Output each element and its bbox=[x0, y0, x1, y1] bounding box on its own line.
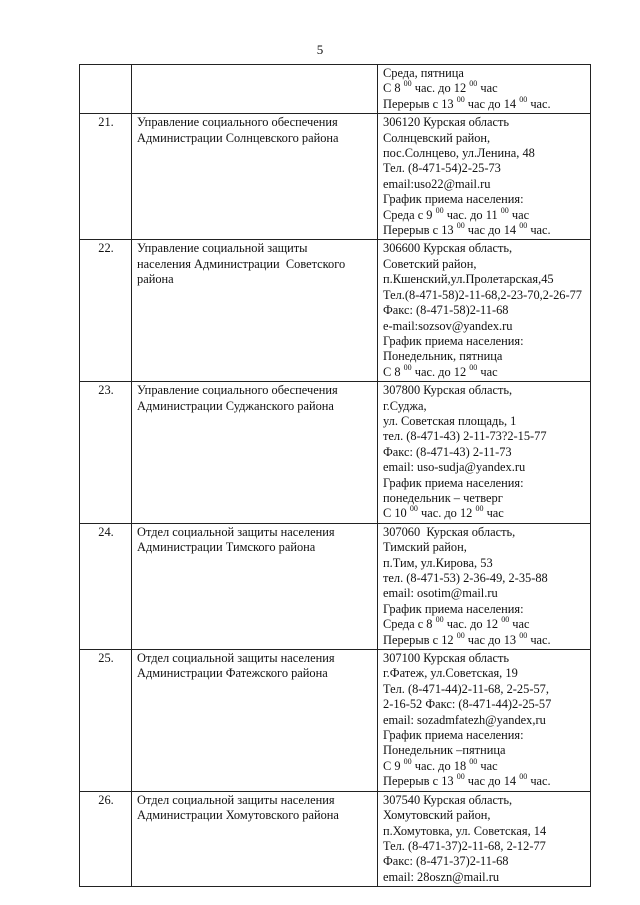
contact-info-cell bbox=[378, 650, 591, 792]
contact-info-cell bbox=[378, 382, 591, 524]
contact-info-line: С 9 $^{00}$ час. до 18 $^{00}$ час bbox=[383, 756, 498, 773]
time-minutes-superscript: 00 bbox=[519, 630, 528, 640]
contact-info-line: 307800 Курская область, bbox=[383, 383, 513, 398]
contact-info-line: Перерыв с 13 $^{00}$ час до 14 $^{00}$ час. bbox=[383, 220, 551, 238]
contact-info-line: тел. (8-471-53) 2-36-49, 2-35-88 bbox=[383, 571, 548, 585]
contact-info-line: Перерыв с 13 $^{00}$ час до 14 $^{00}$ час. bbox=[383, 772, 551, 789]
time-minutes-superscript: 00 bbox=[403, 79, 412, 89]
contact-info-line: График приема населения: bbox=[383, 601, 524, 616]
organization-name-line: Управление социальной защиты bbox=[137, 241, 308, 256]
time-minutes-superscript: 00 bbox=[456, 772, 465, 782]
table-row bbox=[80, 240, 591, 382]
time-minutes-superscript: 00 bbox=[403, 362, 412, 372]
contact-info-line: п.Тим, ул.Кирова, 53 bbox=[383, 555, 493, 570]
page-number: 5 bbox=[316, 42, 324, 57]
contact-info-cell bbox=[378, 114, 591, 240]
contact-info-line: п.Кшенский,ул.Пролетарская,45 bbox=[383, 272, 554, 287]
time-minutes-superscript: 00 bbox=[475, 504, 484, 514]
contact-info-line: Хомутовский район, bbox=[383, 808, 491, 823]
contact-info-line: Факс: (8-471-37)2-11-68 bbox=[383, 854, 509, 869]
contact-info-line: С 8 $^{00}$ час. до 12 $^{00}$ час bbox=[383, 79, 498, 96]
contact-info-line: Факс: (8-471-43) 2-11-73 bbox=[383, 444, 512, 459]
time-minutes-superscript: 00 bbox=[501, 615, 510, 625]
contact-info-line: Понедельник, пятница bbox=[383, 349, 503, 364]
contact-info-line: г.Суджа, bbox=[383, 398, 427, 413]
contact-info-line: 307060 Курская область, bbox=[383, 524, 516, 539]
contact-info-line: Перерыв с 13 $^{00}$ час до 14 $^{00}$ час. bbox=[383, 94, 551, 111]
contact-info-line: График приема населения: bbox=[383, 728, 524, 743]
contact-info-line: email: uso-sudja@yandex.ru bbox=[383, 460, 526, 475]
contact-info-line: г.Фатеж, ул.Советская, 19 bbox=[383, 666, 518, 681]
contact-info-cell bbox=[378, 65, 591, 114]
organization-cell bbox=[132, 523, 378, 649]
contact-info-cell bbox=[378, 240, 591, 382]
table-row bbox=[80, 650, 591, 792]
row-number-cell: 26. bbox=[80, 791, 132, 886]
contact-info-line: ул. Советская площадь, 1 bbox=[383, 413, 517, 428]
row-number-cell: 24. bbox=[80, 523, 132, 649]
organization-cell bbox=[132, 65, 378, 114]
contact-info-line: понедельник – четверг bbox=[383, 490, 503, 505]
contact-info-line: С 10 $^{00}$ час. до 12 $^{00}$ час bbox=[383, 504, 504, 521]
table-row bbox=[80, 791, 591, 886]
row-number-cell: 25. bbox=[80, 650, 132, 792]
organization-name-line: Отдел социальной защиты населения bbox=[137, 792, 335, 807]
table-row bbox=[80, 382, 591, 524]
contact-info-line: Среда с 9 $^{00}$ час. до 11 $^{00}$ час bbox=[383, 205, 530, 222]
time-minutes-superscript: 00 bbox=[456, 94, 465, 104]
organization-name-line: населения Администрации Советского bbox=[137, 256, 346, 271]
organization-cell bbox=[132, 791, 378, 886]
contact-info-line: Понедельник –пятница bbox=[383, 743, 506, 758]
contact-info-cell bbox=[378, 791, 591, 886]
time-minutes-superscript: 00 bbox=[469, 79, 478, 89]
contact-info-cell bbox=[378, 523, 591, 649]
organization-name-line: Администрации Хомутовского района bbox=[137, 808, 339, 823]
contact-info-line: Тел. (8-471-54)2-25-73 bbox=[383, 161, 501, 176]
contact-info-line: email:uso22@mail.ru bbox=[383, 176, 491, 191]
contact-info-line: Тел. (8-471-37)2-11-68, 2-12-77 bbox=[383, 838, 546, 853]
organization-name-line: Администрации Тимского района bbox=[137, 540, 316, 555]
contact-info-line: Перерыв с 12 $^{00}$ час до 13 $^{00}$ час. bbox=[383, 630, 551, 647]
table-body bbox=[80, 65, 591, 887]
organization-cell bbox=[132, 240, 378, 382]
organization-cell bbox=[132, 114, 378, 240]
row-number-cell bbox=[80, 65, 132, 114]
contact-info-line: Тел. (8-471-44)2-11-68, 2-25-57, bbox=[383, 681, 549, 696]
time-minutes-superscript: 00 bbox=[456, 630, 465, 640]
row-number-cell: 23. bbox=[80, 382, 132, 524]
contact-info-line: п.Хомутовка, ул. Советская, 14 bbox=[383, 823, 547, 838]
organization-name-line: Отдел социальной защиты населения bbox=[137, 651, 335, 666]
contact-info-line: Тел.(8-471-58)2-11-68,2-23-70,2-26-77 bbox=[383, 287, 582, 302]
contact-info-line: График приема населения: bbox=[383, 475, 524, 490]
contact-info-line: 307100 Курская область bbox=[383, 651, 510, 666]
time-minutes-superscript: 00 bbox=[519, 94, 528, 104]
contact-info-line: 306120 Курская область bbox=[383, 115, 510, 130]
time-minutes-superscript: 00 bbox=[469, 362, 478, 372]
organization-name-line: района bbox=[137, 272, 174, 287]
row-number-cell: 22. bbox=[80, 240, 132, 382]
organization-name-line: Администрации Фатежского района bbox=[137, 666, 328, 681]
table-row bbox=[80, 65, 591, 114]
time-minutes-superscript: 00 bbox=[435, 615, 444, 625]
time-minutes-superscript: 00 bbox=[519, 220, 528, 230]
time-minutes-superscript: 00 bbox=[403, 756, 412, 766]
time-minutes-superscript: 00 bbox=[435, 205, 444, 215]
contact-info-line: email: sozadmfatezh@yandex,ru bbox=[383, 712, 546, 727]
organization-cell bbox=[132, 382, 378, 524]
organization-name-line: Управление социального обеспечения bbox=[137, 383, 338, 398]
social-protection-offices-table bbox=[79, 64, 591, 887]
table-row bbox=[80, 114, 591, 240]
time-minutes-superscript: 00 bbox=[409, 504, 418, 514]
time-minutes-superscript: 00 bbox=[469, 756, 478, 766]
organization-cell bbox=[132, 650, 378, 792]
contact-info-line: С 8 $^{00}$ час. до 12 $^{00}$ час bbox=[383, 362, 498, 379]
contact-info-line: 306600 Курская область, bbox=[383, 241, 513, 256]
organization-name-line: Администрации Солнцевского района bbox=[137, 130, 339, 145]
contact-info-line: тел. (8-471-43) 2-11-73?2-15-77 bbox=[383, 429, 547, 444]
organization-name-line: Отдел социальной защиты населения bbox=[137, 524, 335, 539]
contact-info-line: пос.Солнцево, ул.Ленина, 48 bbox=[383, 146, 535, 161]
time-minutes-superscript: 00 bbox=[519, 772, 528, 782]
contact-info-line: График приема населения: bbox=[383, 333, 524, 348]
contact-info-line: email: osotim@mail.ru bbox=[383, 586, 498, 601]
table-row bbox=[80, 523, 591, 649]
contact-info-line: 307540 Курская область, bbox=[383, 792, 513, 807]
row-number-cell: 21. bbox=[80, 114, 132, 240]
contact-info-line: Советский район, bbox=[383, 256, 477, 271]
contact-info-line: Среда, пятница bbox=[383, 66, 464, 80]
contact-info-line: Тимский район, bbox=[383, 540, 467, 555]
contact-info-line: email: 28oszn@mail.ru bbox=[383, 869, 500, 884]
contact-info-line: График приема населения: bbox=[383, 192, 524, 207]
contact-info-line: Солнцевский район, bbox=[383, 130, 491, 145]
organization-name-line: Администрации Суджанского района bbox=[137, 398, 334, 413]
contact-info-line: 2-16-52 Факс: (8-471-44)2-25-57 bbox=[383, 697, 552, 712]
time-minutes-superscript: 00 bbox=[500, 205, 509, 215]
time-minutes-superscript: 00 bbox=[456, 220, 465, 230]
contact-info-line: Среда с 8 $^{00}$ час. до 12 $^{00}$ час bbox=[383, 615, 530, 632]
organization-name-line: Управление социального обеспечения bbox=[137, 115, 338, 130]
contact-info-line: Факс: (8-471-58)2-11-68 bbox=[383, 303, 509, 318]
contact-info-line: e-mail:sozsov@yandex.ru bbox=[383, 318, 513, 333]
